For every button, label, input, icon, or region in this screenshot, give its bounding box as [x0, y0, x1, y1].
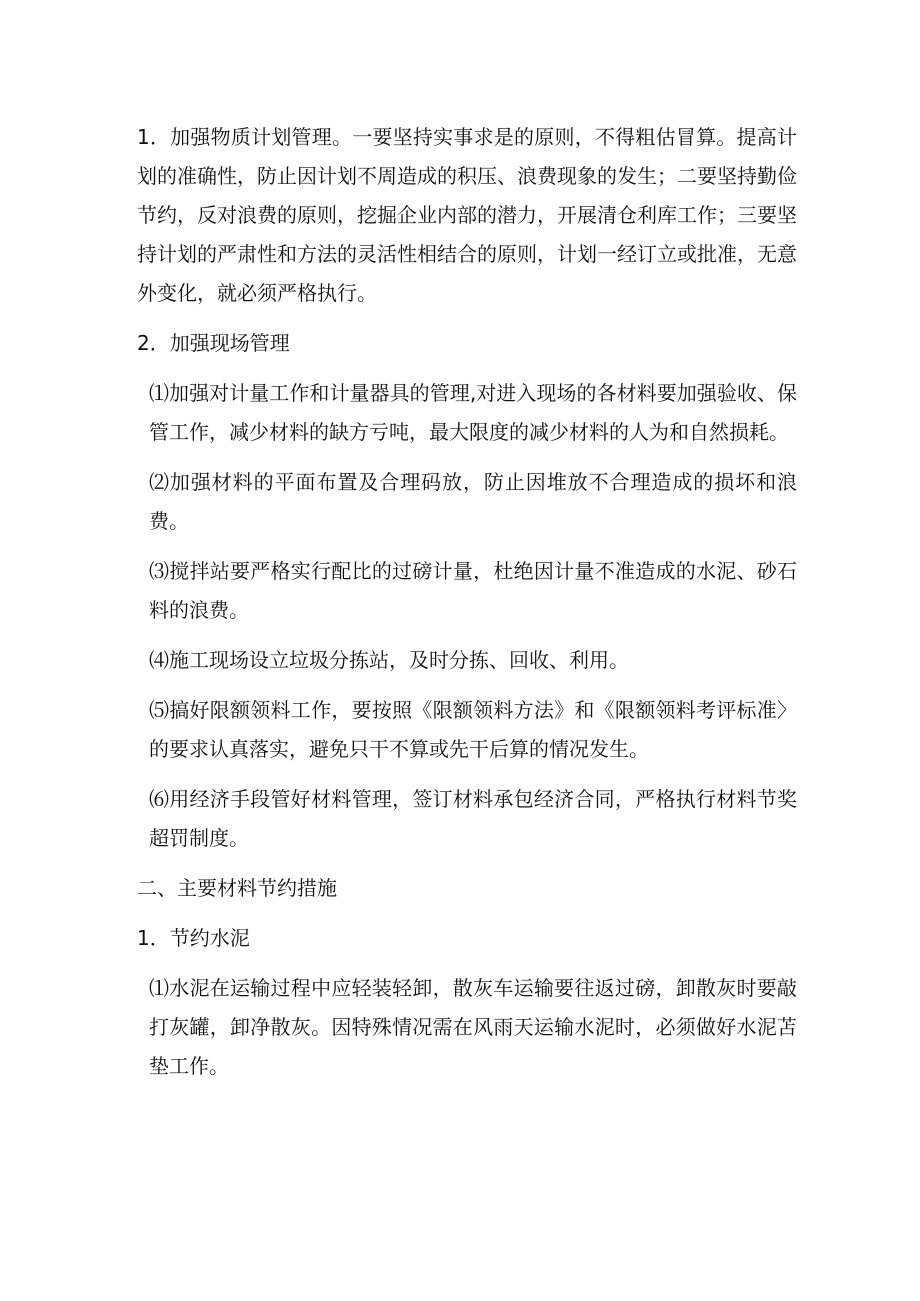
heading-material-saving: 二、主要材料节约措施	[137, 876, 337, 900]
paragraph-waste-sorting: ⑷施工现场设立垃圾分拣站，及时分拣、回收、利用。	[149, 648, 629, 672]
heading-site-management: 2．加强现场管理	[137, 331, 290, 355]
paragraph-measurement: ⑴加强对计量工作和计量器具的管理,对进入现场的各材料要加强验收、保管工作，减少材料的缺方亏吨，最大限度的减少材料的人为和自然损耗。	[149, 381, 797, 444]
paragraph-layout-stacking: ⑵加强材料的平面布置及合理码放，防止因堆放不合理造成的损坏和浪费。	[149, 470, 797, 533]
paragraph-cement-transport: ⑴水泥在运输过程中应轻装轻卸，散灰车运输要往返过磅，卸散灰时要敲打灰罐，卸净散灰。因特殊情况需在风雨天运输水泥时，必须做好水泥苫垫工作。	[149, 976, 797, 1078]
document-body	[137, 118, 797, 1097]
heading-save-cement: 1．节约水泥	[137, 926, 250, 950]
paragraph-quota-requisition: ⑸搞好限额领料工作，要按照《限额领料方法》和《限额领料考评标准〉的要求认真落实，避免只干不算或先干后算的情况发生。	[149, 698, 797, 761]
paragraph-material-plan: 1．加强物质计划管理。一要坚持实事求是的原则，不得粗估冒算。提高计划的准确性，防止因计划不周造成的积压、浪费现象的发生；二要坚持勤俭节约，反对浪费的原则，挖掘企业内部的潜力，开展清仓利库工作；三要坚持计划的严肃性和方法的灵活性相结合的原则，计划一经订立或批准，无意外变化，就必须严格执行。	[137, 125, 797, 305]
paragraph-economic-means: ⑹用经济手段管好材料管理，签订材料承包经济合同，严格执行材料节奖超罚制度。	[149, 787, 797, 850]
paragraph-mixing-station: ⑶搅拌站要严格实行配比的过磅计量，杜绝因计量不准造成的水泥、砂石料的浪费。	[149, 559, 797, 622]
